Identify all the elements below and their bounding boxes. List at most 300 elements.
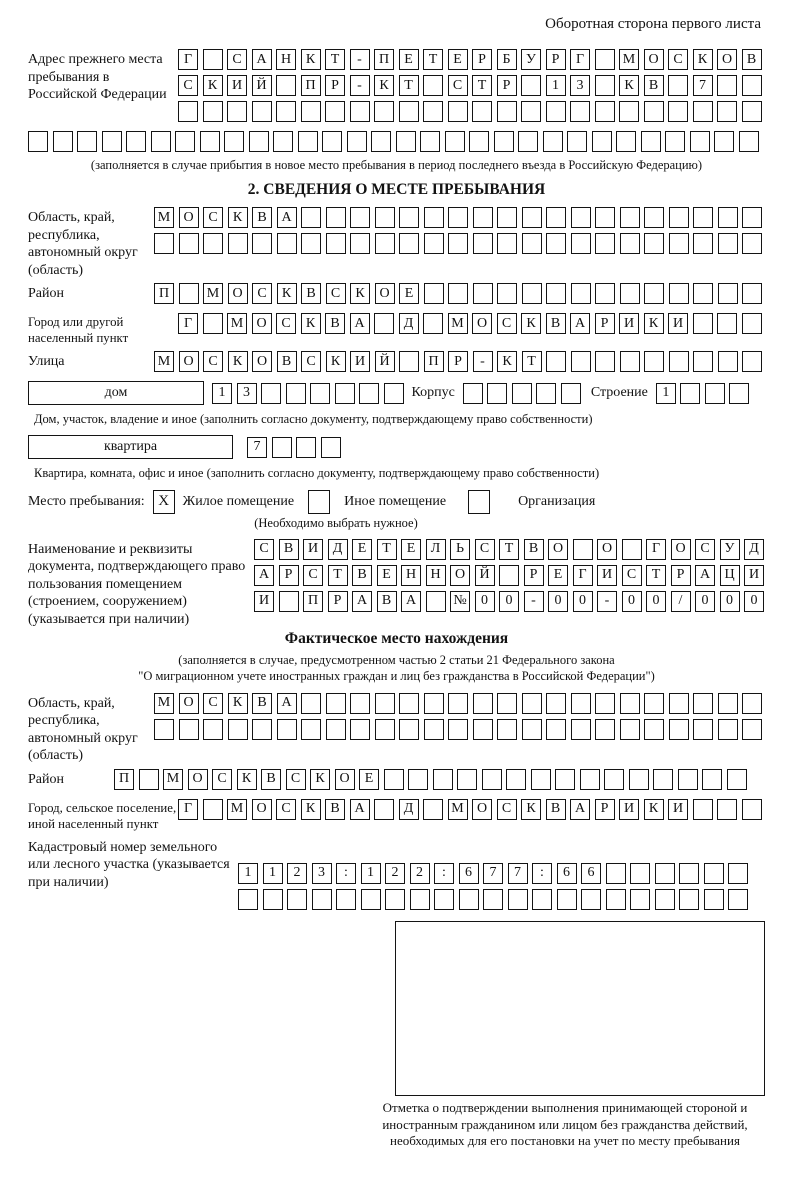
char-box: О: [472, 799, 492, 820]
char-box: С: [252, 283, 272, 304]
char-box: [718, 351, 738, 372]
actual-region-row: [28, 693, 765, 765]
char-boxes-row: [154, 719, 762, 740]
char-box: [595, 719, 615, 740]
char-box: [522, 207, 542, 228]
char-box: [742, 351, 762, 372]
apartment-type-box: квартира: [28, 435, 233, 459]
char-box: В: [252, 207, 272, 228]
char-box: С: [286, 769, 306, 790]
char-box: [728, 863, 748, 884]
char-box: К: [619, 75, 639, 96]
char-box: М: [619, 49, 639, 70]
char-box: [595, 101, 615, 122]
actual-city-label: Город, сельское поселение, иной населенный пункт: [28, 800, 177, 831]
char-box: К: [497, 351, 517, 372]
char-box: [203, 101, 223, 122]
char-box: [655, 889, 675, 910]
char-box: [595, 207, 615, 228]
char-box: [620, 233, 640, 254]
char-box: [423, 101, 443, 122]
char-boxes-row: [154, 693, 762, 714]
char-box: С: [303, 565, 323, 586]
char-box: [463, 383, 483, 404]
char-box: [203, 313, 223, 334]
char-box: [690, 131, 710, 152]
char-box: [567, 131, 587, 152]
char-box: 1: [546, 75, 566, 96]
char-box: 2: [287, 863, 307, 884]
char-box: В: [301, 283, 321, 304]
char-box: О: [228, 283, 248, 304]
prev-address-label: Адрес прежнего места пребывания в Российской Федерации: [28, 52, 167, 102]
char-box: [644, 719, 664, 740]
char-box: [472, 101, 492, 122]
char-box: [139, 769, 159, 790]
char-box: [522, 719, 542, 740]
char-box: Р: [279, 565, 299, 586]
char-box: И: [597, 565, 617, 586]
char-box: А: [277, 693, 297, 714]
char-box: Е: [548, 565, 568, 586]
char-box: Е: [359, 769, 379, 790]
char-box: И: [619, 799, 639, 820]
char-box: [263, 889, 283, 910]
char-box: [424, 283, 444, 304]
char-box: Н: [426, 565, 446, 586]
char-box: С: [203, 207, 223, 228]
char-box: [531, 769, 551, 790]
checkbox-residential: X: [153, 490, 175, 514]
char-box: О: [450, 565, 470, 586]
char-box: [296, 437, 316, 458]
char-box: [434, 889, 454, 910]
char-box: [423, 313, 443, 334]
city-label: Город или другой населенный пункт: [28, 315, 129, 346]
actual-district-label: Район: [28, 771, 64, 787]
actual-location-title: Фактическое место нахождения: [284, 630, 509, 648]
char-box: К: [203, 75, 223, 96]
char-box: 6: [557, 863, 577, 884]
char-box: М: [227, 313, 247, 334]
char-box: [350, 101, 370, 122]
char-box: Р: [472, 49, 492, 70]
char-box: Н: [401, 565, 421, 586]
char-box: 0: [744, 591, 764, 612]
char-box: [249, 131, 269, 152]
actual-region-label: Область, край, республика, автономный округ (область): [28, 695, 138, 764]
option-organization-label: Организация: [518, 493, 596, 509]
char-box: А: [695, 565, 715, 586]
char-box: [729, 383, 749, 404]
char-box: [494, 131, 514, 152]
char-box: Л: [426, 539, 446, 560]
char-box: [179, 719, 199, 740]
char-box: И: [668, 313, 688, 334]
char-box: 2: [410, 863, 430, 884]
char-box: К: [228, 693, 248, 714]
char-box: [630, 889, 650, 910]
char-box: [506, 769, 526, 790]
char-box: [374, 101, 394, 122]
char-box: [252, 719, 272, 740]
char-box: Е: [399, 283, 419, 304]
char-box: П: [424, 351, 444, 372]
char-box: [718, 283, 738, 304]
char-box: [717, 101, 737, 122]
char-box: [227, 101, 247, 122]
char-box: [581, 889, 601, 910]
char-box: В: [644, 75, 664, 96]
char-box: [595, 283, 615, 304]
char-box: [203, 233, 223, 254]
char-box: [399, 693, 419, 714]
char-box: А: [254, 565, 274, 586]
apartment-number-boxes: [247, 437, 341, 458]
char-box: Т: [499, 539, 519, 560]
char-box: [571, 719, 591, 740]
checkbox-organization: [468, 490, 490, 514]
char-box: [448, 233, 468, 254]
char-box: [512, 383, 532, 404]
char-box: [326, 233, 346, 254]
char-box: Е: [377, 565, 397, 586]
char-boxes-row: [254, 565, 764, 586]
city-row: [28, 313, 765, 347]
char-box: К: [301, 313, 321, 334]
char-box: О: [252, 351, 272, 372]
char-box: Г: [570, 49, 590, 70]
char-box: В: [279, 539, 299, 560]
apartment-note: Квартира, комната, офис и иное (заполнить согласно документу, подтверждающему право собственности): [34, 466, 600, 481]
char-box: 3: [237, 383, 257, 404]
char-box: [668, 75, 688, 96]
char-box: С: [326, 283, 346, 304]
char-box: [497, 101, 517, 122]
char-box: Р: [328, 591, 348, 612]
char-box: [571, 207, 591, 228]
char-box: [727, 769, 747, 790]
char-box: 3: [570, 75, 590, 96]
char-box: К: [521, 799, 541, 820]
char-box: [375, 233, 395, 254]
char-box: М: [448, 313, 468, 334]
char-box: И: [744, 565, 764, 586]
char-box: [350, 719, 370, 740]
char-box: [718, 207, 738, 228]
char-box: [272, 437, 292, 458]
char-box: И: [227, 75, 247, 96]
char-box: А: [352, 591, 372, 612]
char-box: [742, 719, 762, 740]
char-box: В: [546, 313, 566, 334]
char-box: В: [524, 539, 544, 560]
char-box: 1: [263, 863, 283, 884]
char-box: С: [276, 799, 296, 820]
char-box: 1: [656, 383, 676, 404]
char-box: [279, 591, 299, 612]
char-box: 0: [720, 591, 740, 612]
char-box: 1: [212, 383, 232, 404]
char-box: [424, 233, 444, 254]
char-box: В: [377, 591, 397, 612]
char-box: К: [228, 351, 248, 372]
char-box: :: [336, 863, 356, 884]
char-box: [717, 75, 737, 96]
char-box: [622, 539, 642, 560]
char-box: Г: [178, 49, 198, 70]
char-box: [448, 207, 468, 228]
char-box: [742, 693, 762, 714]
char-box: П: [303, 591, 323, 612]
char-box: [620, 351, 640, 372]
char-box: [521, 101, 541, 122]
char-box: [616, 131, 636, 152]
char-box: [620, 693, 640, 714]
char-box: :: [434, 863, 454, 884]
char-box: [228, 233, 248, 254]
char-box: И: [254, 591, 274, 612]
char-box: [326, 693, 346, 714]
char-box: [359, 383, 379, 404]
char-box: [301, 101, 321, 122]
char-box: [396, 131, 416, 152]
char-box: В: [252, 693, 272, 714]
char-box: [375, 719, 395, 740]
char-box: Е: [448, 49, 468, 70]
char-box: П: [301, 75, 321, 96]
street-label: Улица: [28, 354, 65, 370]
char-box: [693, 693, 713, 714]
char-box: [546, 719, 566, 740]
char-box: [273, 131, 293, 152]
char-box: А: [570, 313, 590, 334]
char-box: 0: [548, 591, 568, 612]
char-box: О: [252, 799, 272, 820]
char-box: [459, 889, 479, 910]
char-box: [742, 207, 762, 228]
char-box: [277, 233, 297, 254]
char-box: А: [350, 313, 370, 334]
char-box: [620, 207, 640, 228]
char-box: [276, 75, 296, 96]
char-box: [277, 719, 297, 740]
char-box: К: [310, 769, 330, 790]
char-box: С: [203, 693, 223, 714]
prev-address-section: [28, 49, 765, 127]
char-box: [595, 693, 615, 714]
char-box: [28, 131, 48, 152]
char-box: [595, 49, 615, 70]
char-box: [179, 283, 199, 304]
char-box: [448, 283, 468, 304]
char-box: [536, 383, 556, 404]
char-box: [203, 719, 223, 740]
char-box: [680, 383, 700, 404]
actual-location-note-2: "О миграционном учете иностранных граждан и лиц без гражданства в Российской Федерации"): [138, 669, 655, 684]
char-box: [668, 101, 688, 122]
char-box: [252, 233, 272, 254]
char-box: А: [570, 799, 590, 820]
char-box: В: [742, 49, 762, 70]
char-box: 7: [247, 437, 267, 458]
char-box: К: [521, 313, 541, 334]
char-box: М: [154, 693, 174, 714]
char-box: Р: [546, 49, 566, 70]
char-box: [238, 889, 258, 910]
char-box: С: [178, 75, 198, 96]
char-box: В: [546, 799, 566, 820]
char-box: [408, 769, 428, 790]
house-row: [28, 381, 765, 405]
char-box: В: [325, 313, 345, 334]
char-box: [669, 207, 689, 228]
char-box: [178, 101, 198, 122]
district-label: Район: [28, 286, 64, 302]
document-label: Наименование и реквизиты документа, подтверждающего право пользования помещением (строением, сооружением) (указывается при наличии): [28, 541, 246, 627]
char-box: [322, 131, 342, 152]
checkbox-other-premises: [308, 490, 330, 514]
char-box: Г: [646, 539, 666, 560]
char-box: [385, 889, 405, 910]
char-box: [561, 383, 581, 404]
char-box: С: [622, 565, 642, 586]
char-box: [644, 233, 664, 254]
char-box: [718, 693, 738, 714]
char-box: [728, 889, 748, 910]
actual-location-note-1: (заполняется в случае, предусмотренном частью 2 статьи 21 Федерального закона: [178, 653, 615, 668]
prev-address-note: (заполняется в случае прибытия в новое место пребывания в период последнего въезда в Российскую Федерацию): [90, 158, 703, 172]
char-box: [433, 769, 453, 790]
char-box: Р: [524, 565, 544, 586]
char-box: [644, 351, 664, 372]
char-box: Р: [671, 565, 691, 586]
char-box: А: [277, 207, 297, 228]
char-box: [546, 693, 566, 714]
char-boxes-row: [114, 769, 747, 790]
char-box: [301, 719, 321, 740]
document-row: [28, 539, 765, 629]
confirmation-mark-caption: Отметка о подтверждении выполнения принимающей стороной и иностранным гражданином или лицом без гражданства действий, необходимых для его постановки на учет по месту пребывания: [382, 1099, 748, 1149]
char-box: -: [473, 351, 493, 372]
char-box: [361, 889, 381, 910]
char-box: О: [548, 539, 568, 560]
char-box: О: [188, 769, 208, 790]
char-box: [375, 693, 395, 714]
char-box: Й: [252, 75, 272, 96]
char-box: К: [301, 799, 321, 820]
char-box: [546, 233, 566, 254]
char-box: [580, 769, 600, 790]
char-box: [742, 233, 762, 254]
char-boxes-row: [178, 101, 762, 122]
char-box: П: [154, 283, 174, 304]
char-box: [619, 101, 639, 122]
char-box: Г: [573, 565, 593, 586]
char-box: [669, 693, 689, 714]
char-box: [487, 383, 507, 404]
char-box: [521, 75, 541, 96]
char-box: [399, 101, 419, 122]
option-residential-label: Жилое помещение: [182, 493, 295, 509]
char-boxes-row: [178, 49, 762, 70]
char-box: О: [472, 313, 492, 334]
char-box: [742, 313, 762, 334]
char-box: В: [352, 565, 372, 586]
char-box: [557, 889, 577, 910]
char-box: [679, 863, 699, 884]
char-box: 1: [361, 863, 381, 884]
char-box: [546, 101, 566, 122]
char-box: [483, 889, 503, 910]
apartment-row: [28, 435, 765, 459]
char-box: [287, 889, 307, 910]
char-box: [448, 693, 468, 714]
char-box: Д: [744, 539, 764, 560]
char-box: Е: [399, 49, 419, 70]
char-box: [717, 799, 737, 820]
char-box: [424, 693, 444, 714]
char-box: 6: [459, 863, 479, 884]
char-box: Т: [522, 351, 542, 372]
actual-district-row: [28, 769, 765, 795]
char-box: [522, 283, 542, 304]
char-box: 7: [483, 863, 503, 884]
char-box: [702, 769, 722, 790]
char-box: Е: [352, 539, 372, 560]
char-boxes-row: [178, 75, 762, 96]
char-box: И: [619, 313, 639, 334]
char-box: [325, 101, 345, 122]
char-box: [423, 799, 443, 820]
char-box: [669, 719, 689, 740]
char-box: [53, 131, 73, 152]
char-box: [570, 101, 590, 122]
stroenie-label: Строение: [590, 385, 648, 401]
char-box: [644, 283, 664, 304]
char-box: :: [532, 863, 552, 884]
char-box: [301, 693, 321, 714]
char-box: О: [252, 313, 272, 334]
char-box: Т: [472, 75, 492, 96]
char-box: Б: [497, 49, 517, 70]
char-box: [669, 233, 689, 254]
char-box: О: [335, 769, 355, 790]
char-box: Д: [399, 799, 419, 820]
char-box: 1: [238, 863, 258, 884]
char-box: [350, 207, 370, 228]
cadastral-row: [28, 837, 765, 915]
char-box: О: [179, 693, 199, 714]
char-box: Т: [399, 75, 419, 96]
char-box: [497, 233, 517, 254]
char-box: [693, 207, 713, 228]
char-box: [693, 101, 713, 122]
house-number-boxes: [212, 383, 404, 404]
char-box: Ь: [450, 539, 470, 560]
char-box: Т: [377, 539, 397, 560]
char-box: [203, 49, 223, 70]
char-box: [543, 131, 563, 152]
char-box: [669, 283, 689, 304]
char-box: К: [374, 75, 394, 96]
char-box: У: [521, 49, 541, 70]
char-box: С: [497, 799, 517, 820]
char-boxes-row: [238, 863, 748, 884]
char-box: 3: [312, 863, 332, 884]
char-box: [522, 233, 542, 254]
char-box: [399, 233, 419, 254]
